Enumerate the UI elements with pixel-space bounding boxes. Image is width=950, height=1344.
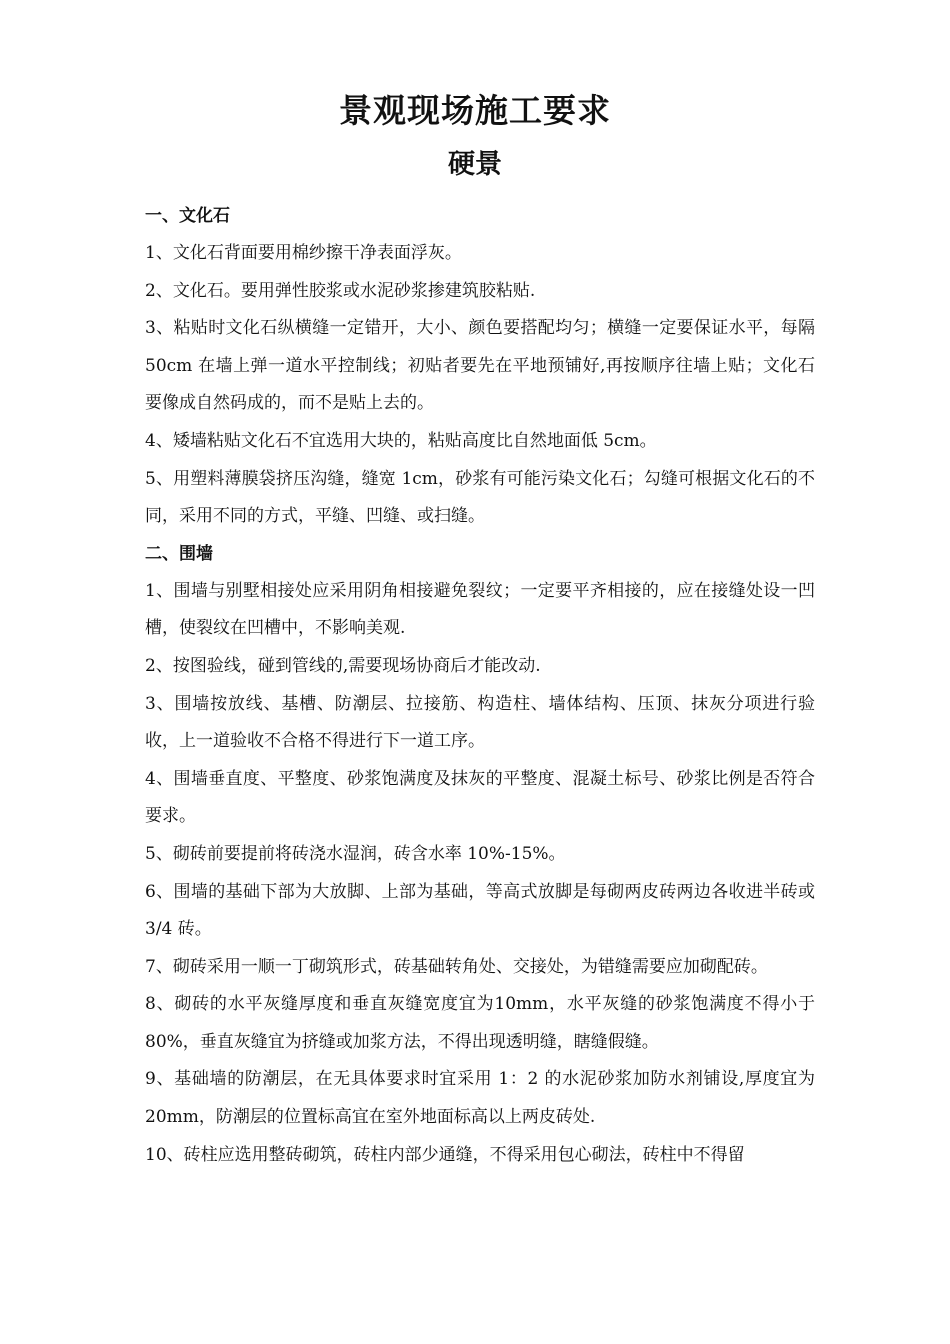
list-item: 3、围墙按放线、基槽、防潮层、拉接筋、构造柱、墙体结构、压顶、抹灰分项进行验收，上一道验收不合格不得进行下一道工序。 [145, 693, 815, 752]
section-heading: 二、围墙 [145, 543, 213, 564]
list-item: 6、围墙的基础下部为大放脚、上部为基础，等高式放脚是每砌两皮砖两边各收进半砖或 3/4 砖。 [145, 881, 815, 940]
list-item: 4、矮墙粘贴文化石不宜选用大块的，粘贴高度比自然地面低 5cm。 [145, 430, 657, 451]
list-item: 8、砌砖的水平灰缝厚度和垂直灰缝宽度宜为10mm，水平灰缝的砂浆饱满度不得小于 80%，垂直灰缝宜为挤缝或加浆方法，不得出现透明缝，瞎缝假缝。 [145, 994, 815, 1052]
document-title: 景观现场施工要求 [339, 91, 611, 130]
list-item: 4、围墙垂直度、平整度、砂浆饱满度及抹灰的平整度、混凝土标号、砂浆比例是否符合要求。 [145, 768, 815, 827]
list-item: 7、砌砖采用一顺一丁砌筑形式，砖基础转角处、交接处，为错缝需要应加砌配砖。 [145, 956, 768, 977]
list-item: 2、文化石。要用弹性胶浆或水泥砂浆掺建筑胶粘贴. [145, 280, 536, 301]
list-item: 1、围墙与别墅相接处应采用阴角相接避免裂纹；一定要平齐相接的，应在接缝处设一凹槽，使裂纹在凹槽中，不影响美观. [145, 580, 815, 639]
list-item: 2、按图验线，碰到管线的,需要现场协商后才能改动. [145, 655, 541, 676]
section-enclosure-wall [145, 536, 815, 1175]
list-item: 3、粘贴时文化石纵横缝一定错开，大小、颜色要搭配均匀；横缝一定要保证水平，每隔 50cm 在墙上弹一道水平控制线；初贴者要先在平地预铺好,再按顺序往墙上贴；文化石要像成自然码成的，而不是贴上去的。 [145, 318, 815, 414]
document-subtitle: 硬景 [448, 149, 502, 180]
list-item: 10、砖柱应选用整砖砌筑，砖柱内部少通缝，不得采用包心砌法，砖柱中不得留 [145, 1144, 745, 1165]
section-heading: 一、文化石 [145, 206, 230, 226]
list-item: 5、砌砖前要提前将砖浇水湿润，砖含水率 10%-15%。 [145, 843, 566, 864]
list-item: 1、文化石背面要用棉纱擦干净表面浮灰。 [145, 243, 462, 263]
document-body [145, 198, 815, 1174]
list-item: 9、基础墙的防潮层，在无具体要求时宜采用 1：2 的水泥砂浆加防水剂铺设,厚度宜为 20mm，防潮层的位置标高宜在室外地面标高以上两皮砖处. [145, 1069, 815, 1128]
list-item: 5、用塑料薄膜袋挤压沟缝，缝宽 1cm，砂浆有可能污染文化石；勾缝可根据文化石的不同，采用不同的方式，平缝、凹缝、或扫缝。 [145, 468, 815, 527]
section-cultural-stone [145, 198, 815, 536]
